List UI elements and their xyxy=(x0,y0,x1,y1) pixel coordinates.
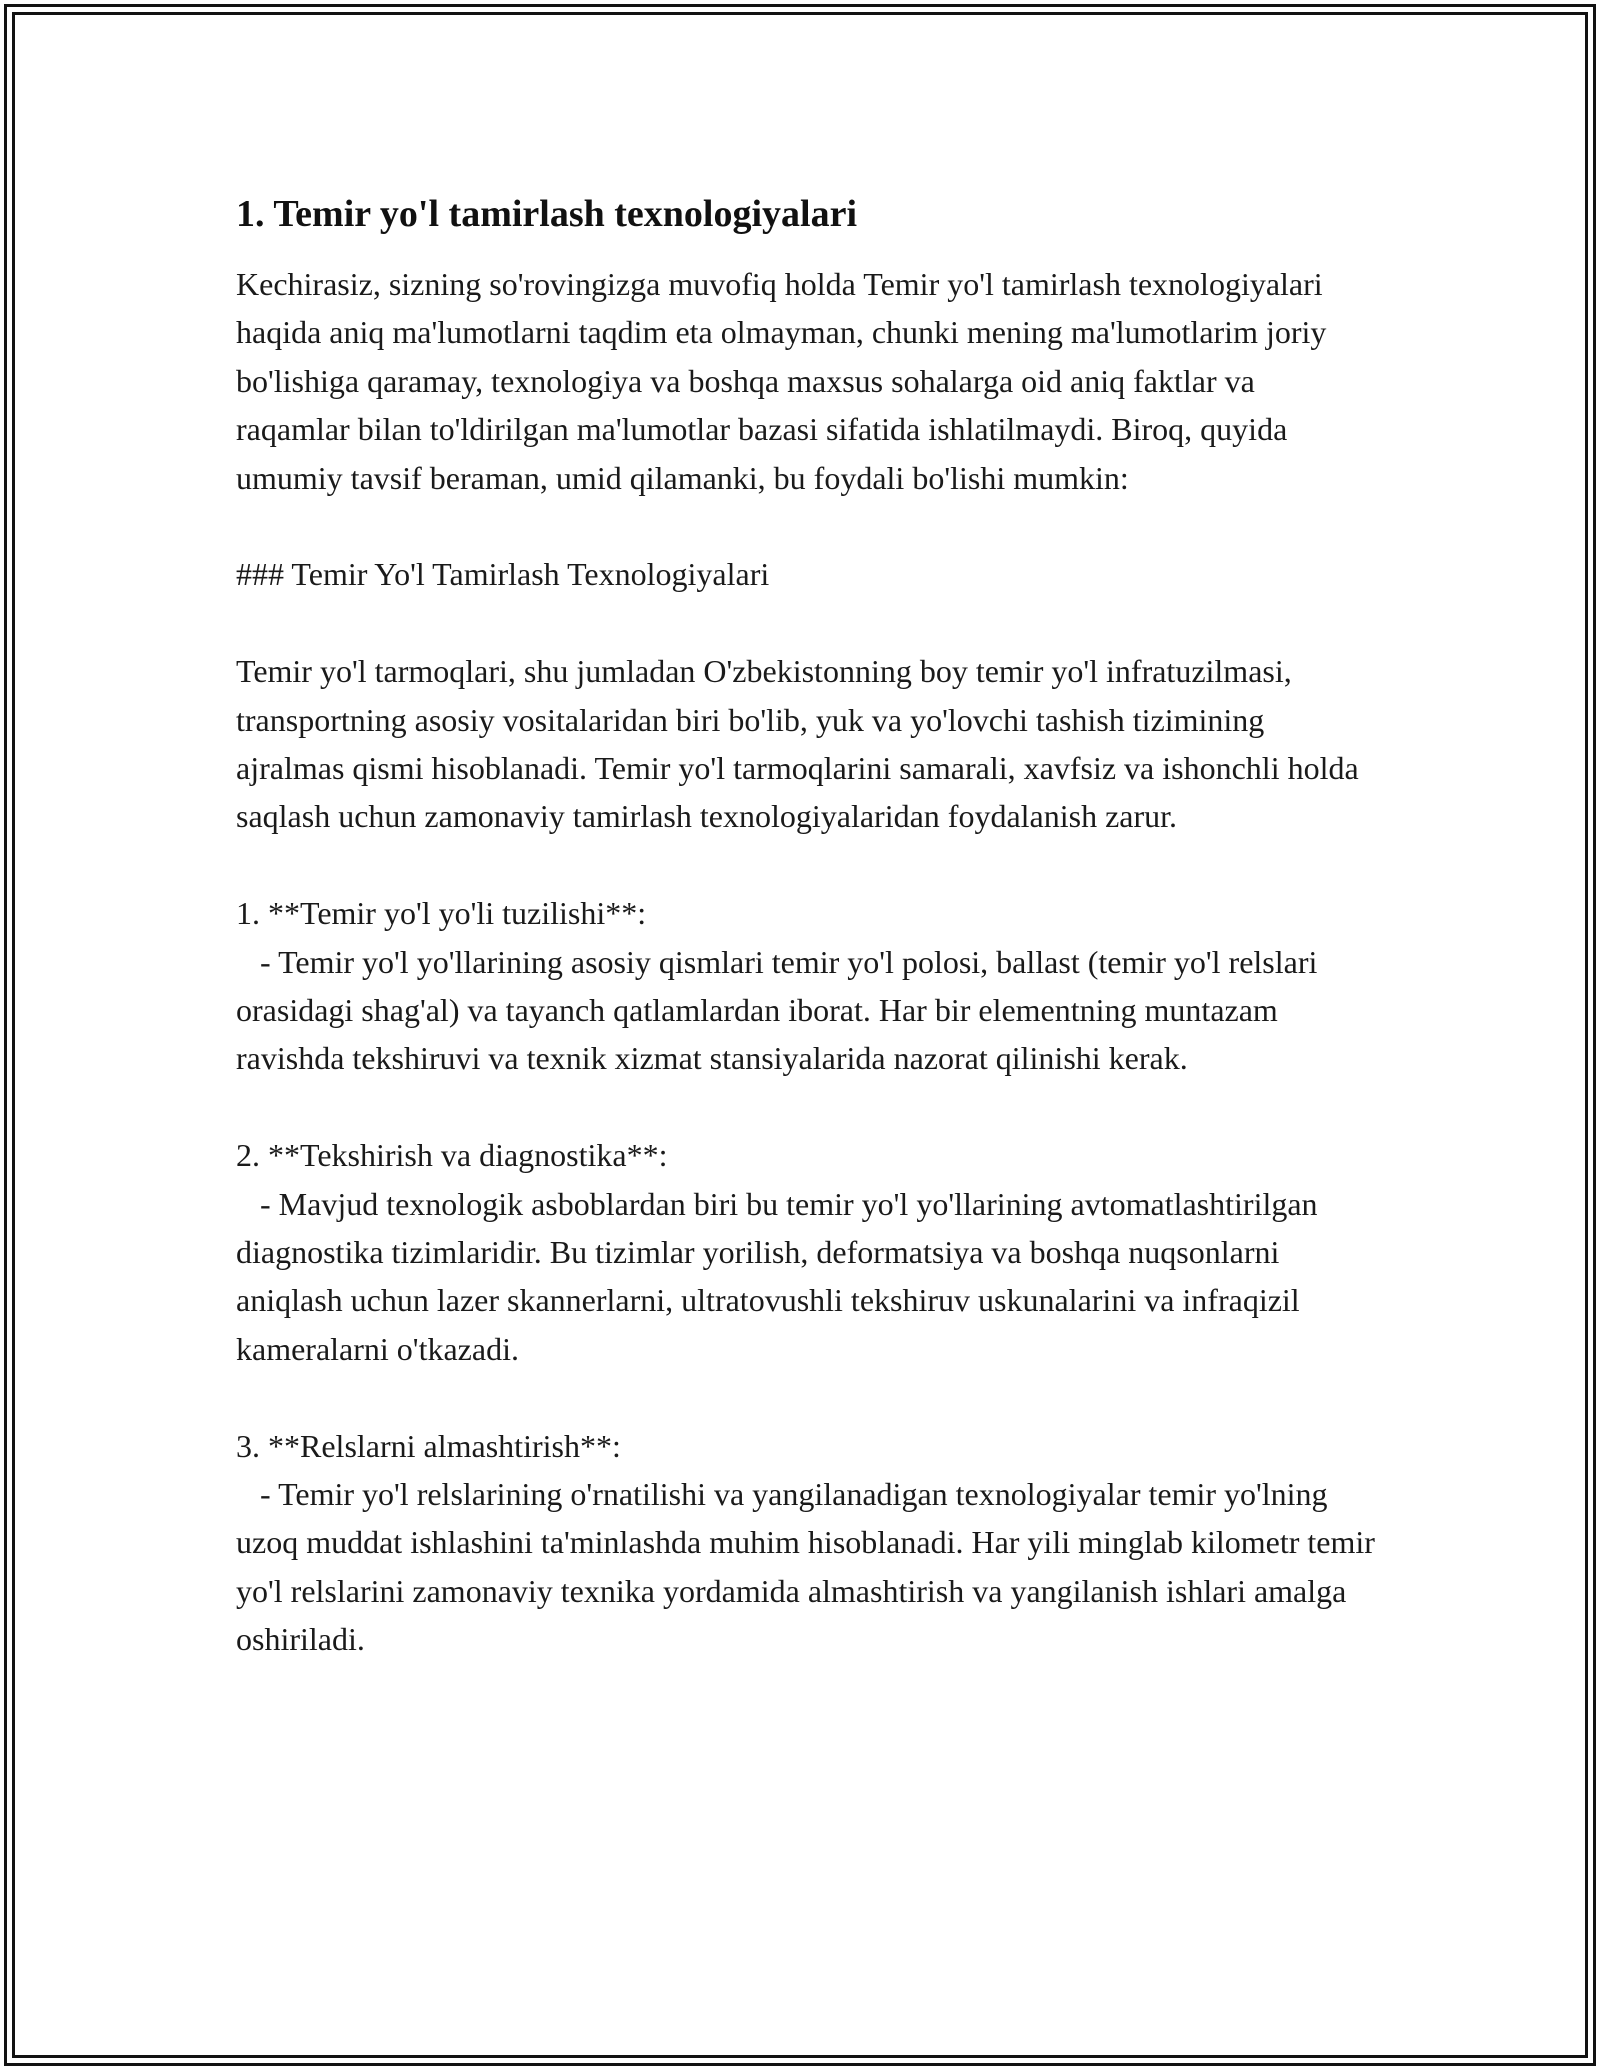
list-item-rail-replacement: 3. **Relslarni almashtirish**: - Temir yo'l relslarining o'rnatilishi va yangilanadigan texnologiyalar temir yo'lning uzoq muddat ishlashini ta'minlashda muhim hisoblanadi. Har yili minglab kilometr temir yo'l relslarini zamonaviy texnika yordamida almashtirish va yangilanish ishlari amalga oshiriladi. xyxy=(236,1427,1375,1658)
overview-paragraph: Temir yo'l tarmoqlari, shu jumladan O'zbekistonning boy temir yo'l infratuzilmasi, transportning asosiy vositalaridan biri bo'lib, yuk va yo'lovchi tashish tizimining ajralmas qismi hisoblanadi. Temir yo'l tarmoqlarini samarali, xavfsiz va ishonchli holda saqlash uchun zamonaviy tamirlash texnologiyalaridan foydalanish zarur. xyxy=(236,653,1367,835)
intro-paragraph: Kechirasiz, sizning so'rovingizga muvofiq holda Temir yo'l tamirlash texnologiyalari haqida aniq ma'lumotlarni taqdim eta olmayman, chunki mening ma'lumotlarim joriy bo'lishiga qaramay, texnologiya va boshqa maxsus sohalarga oid aniq faktlar va raqamlar bilan to'ldirilgan ma'lumotlar bazasi sifatida ishlatilmaydi. Biroq, quyida umumiy tavsif beraman, umid qilamanki, bu foydali bo'lishi mumkin: xyxy=(236,266,1335,496)
section-heading: ### Temir Yo'l Tamirlash Texnologiyalari xyxy=(236,556,770,593)
document-body xyxy=(236,188,1376,1664)
document-title: 1. Temir yo'l tamirlash texnologiyalari xyxy=(236,193,858,235)
list-item-inspection: 2. **Tekshirish va diagnostika**: - Mavjud texnologik asboblardan biri bu temir yo'l yo'llarining avtomatlashtirilgan diagnostika tizimlaridir. Bu tizimlar yorilish, deformatsiya va boshqa nuqsonlarni aniqlash uchun lazer skannerlarni, ultratovushli tekshiruv uskunalarini va infraqizil kameralarni o'tkazadi. xyxy=(236,1137,1318,1367)
list-item-track-structure: 1. **Temir yo'l yo'li tuzilishi**: - Temir yo'l yo'llarining asosiy qismlari temir yo'l polosi, ballast (temir yo'l relslari orasidagi shag'al) va tayanch qatlamlardan iborat. Har bir elementning muntazam ravishda tekshiruvi va texnik xizmat stansiyalarida nazorat qilinishi kerak. xyxy=(236,895,1318,1077)
